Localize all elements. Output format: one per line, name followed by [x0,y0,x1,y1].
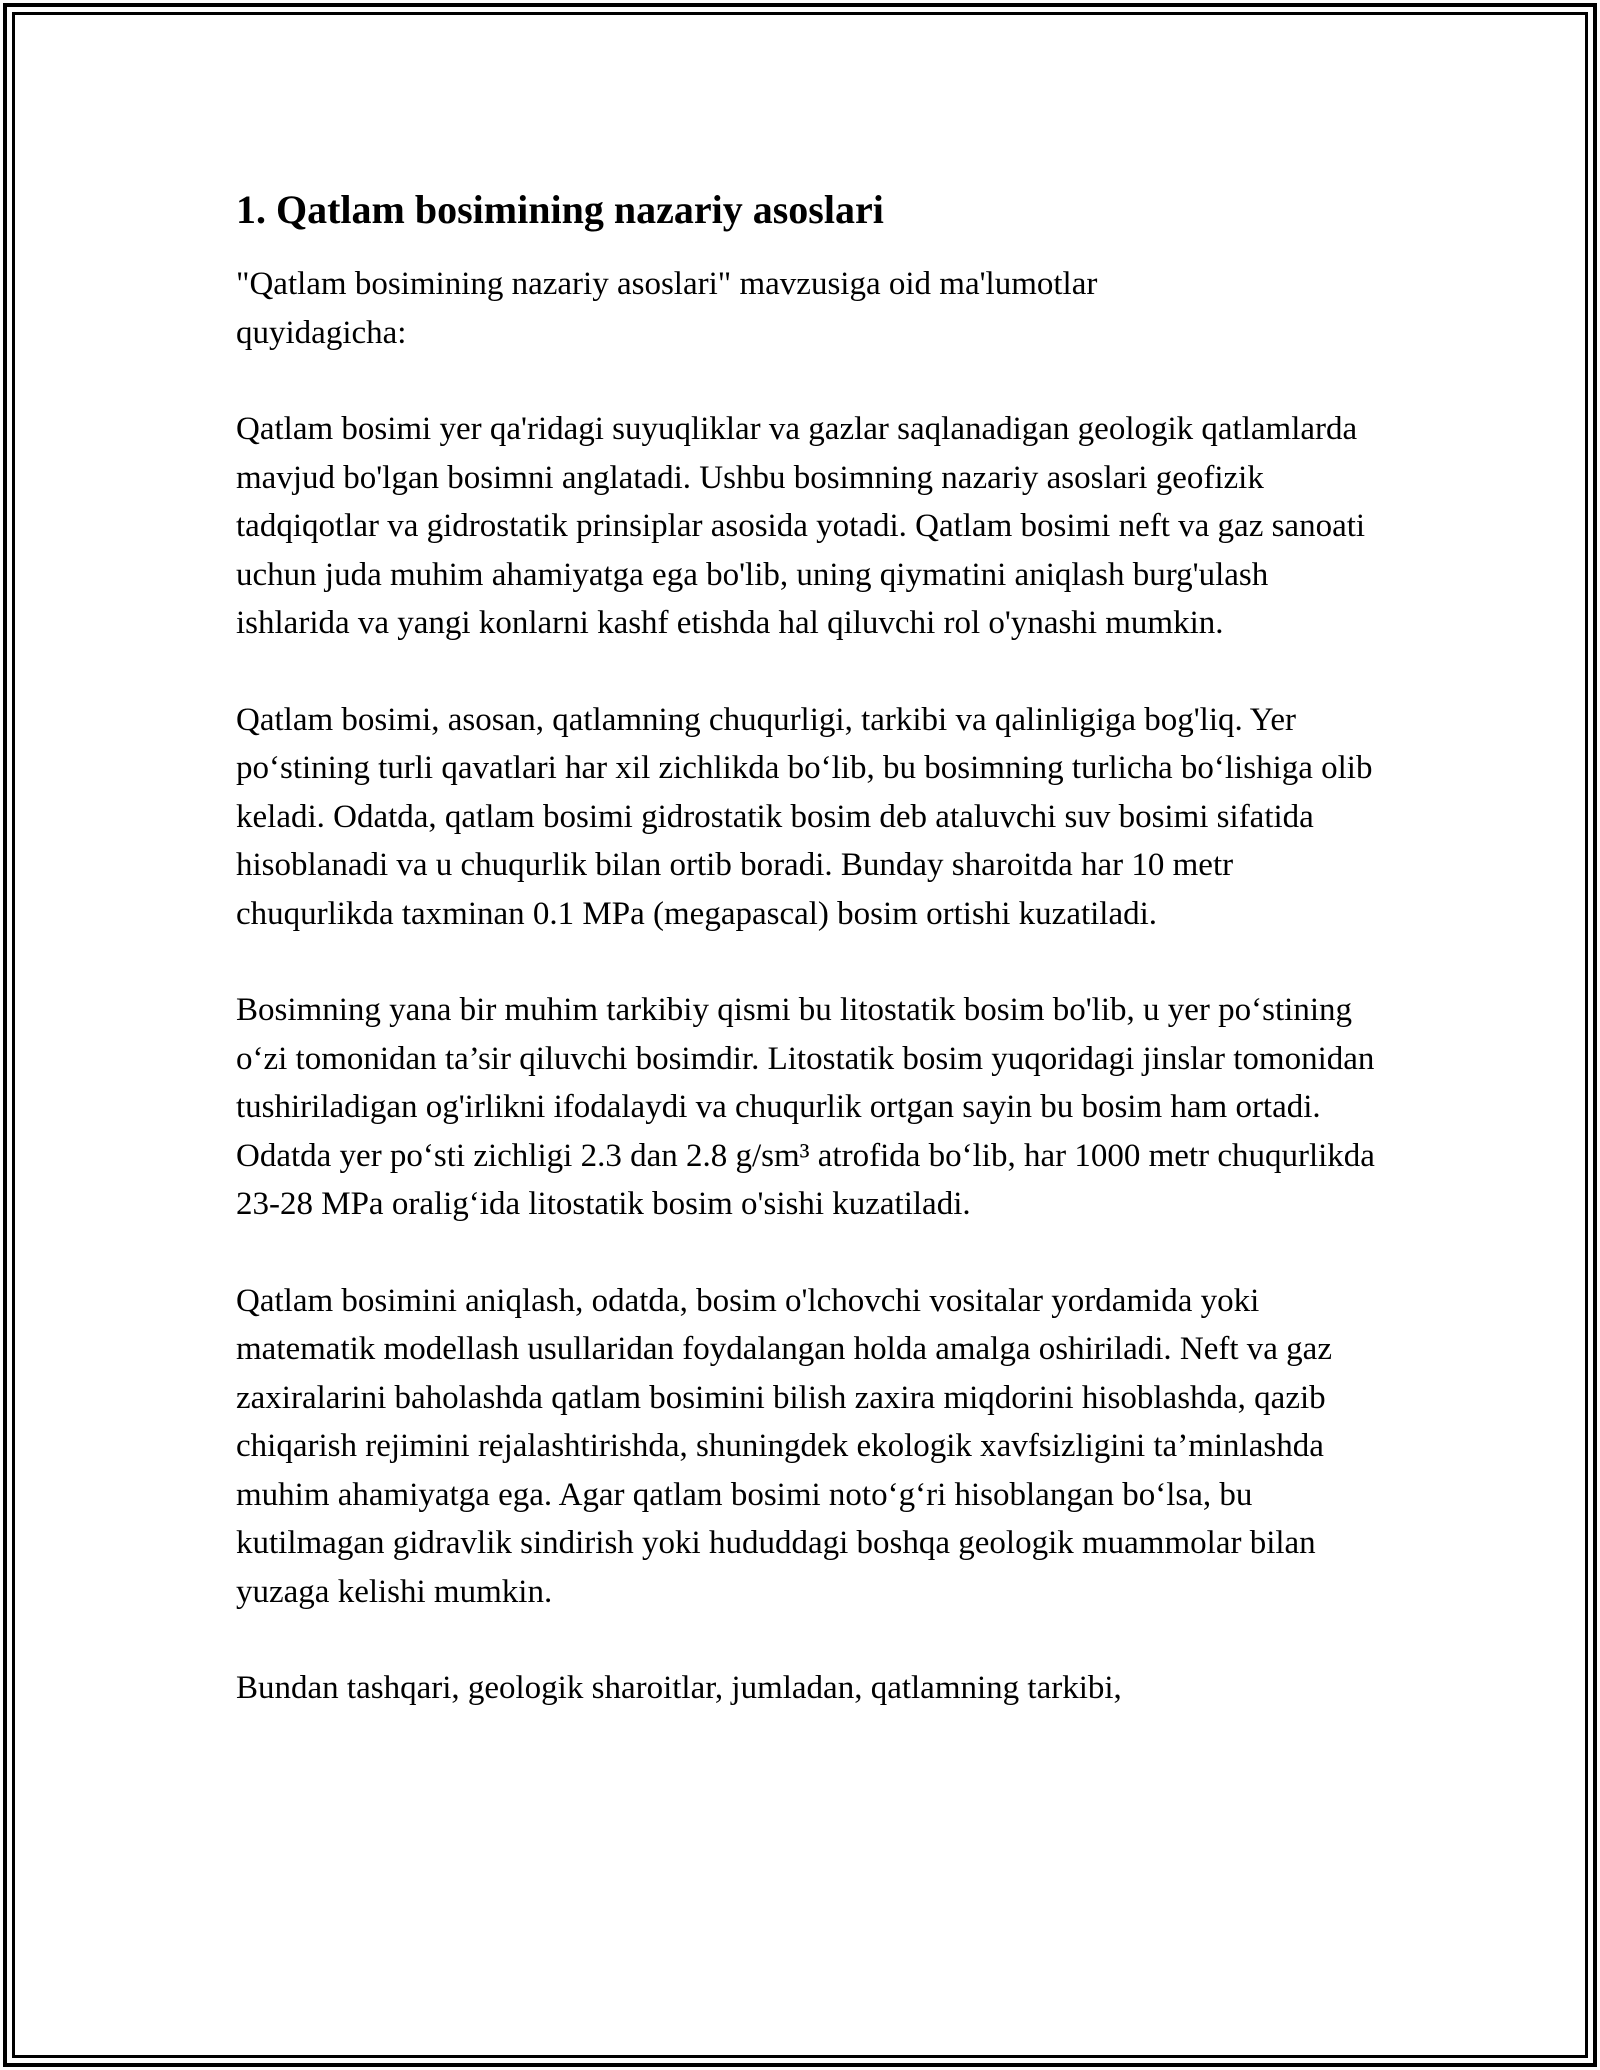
paragraph-5: Bundan tashqari, geologik sharoitlar, jumladan, qatlamning tarkibi, [236,1670,1122,1706]
paragraph-4: Qatlam bosimini aniqlash, odatda, bosim o'lchovchi vositalar yordamida yoki matematik modellash usullaridan foydalangan holda amalga oshiriladi. Neft va gaz zaxiralarini baholashda qatlam bosimini bilish zaxira miqdorini hisoblashda, qazib chiqarish rejimini rejalashtirishda, shuningdek ekologik xavfsizligini ta’minlashda muhim ahamiyatga ega. Agar qatlam bosimi noto‘g‘ri hisoblangan bo‘lsa, bu kutilmagan gidravlik sindirish yoki hududdagi boshqa geologik muammolar bilan yuzaga kelishi mumkin. [236,1282,1332,1610]
paragraph-1: Qatlam bosimi yer qa'ridagi suyuqliklar va gazlar saqlanadigan geologik qatlamlarda mavjud bo'lgan bosimni anglatadi. Ushbu bosimning nazariy asoslari geofizik tadqiqotlar va gidrostatik prinsiplar asosida yotadi. Qatlam bosimi neft va gaz sanoati uchun juda muhim ahamiyatga ega bo'lib, uning qiymatini aniqlash burg'ulash ishlarida va yangi konlarni kashf etishda hal qiluvchi rol o'ynashi mumkin. [236,411,1366,641]
section-heading: 1. Qatlam bosimining nazariy asoslari [236,187,884,232]
document-body [236,186,1386,1761]
intro-paragraph: "Qatlam bosimining nazariy asoslari" mavzusiga oid ma'lumotlar quyidagicha: [236,266,1098,351]
paragraph-2: Qatlam bosimi, asosan, qatlamning chuqurligi, tarkibi va qalinligiga bog'liq. Yer po‘stining turli qavatlari har xil zichlikda bo‘lib, bu bosimning turlicha bo‘lishiga olib keladi. Odatda, qatlam bosimi gidrostatik bosim deb ataluvchi suv bosimi sifatida hisoblanadi va u chuqurlik bilan ortib boradi. Bunday sharoitda har 10 metr chuqurlikda taxminan 0.1 MPa (megapascal) bosim ortishi kuzatiladi. [236,701,1373,932]
paragraph-3: Bosimning yana bir muhim tarkibiy qismi bu litostatik bosim bo'lib, u yer po‘stining o‘zi tomonidan ta’sir qiluvchi bosimdir. Litostatik bosim yuqoridagi jinslar tomonidan tushiriladigan og'irlikni ifodalaydi va chuqurlik ortgan sayin bu bosim ham ortadi. Odatda yer po‘sti zichligi 2.3 dan 2.8 g/sm³ atrofida bo‘lib, har 1000 metr chuqurlikda 23-28 MPa oralig‘ida litostatik bosim o'sishi kuzatiladi. [236,992,1375,1222]
